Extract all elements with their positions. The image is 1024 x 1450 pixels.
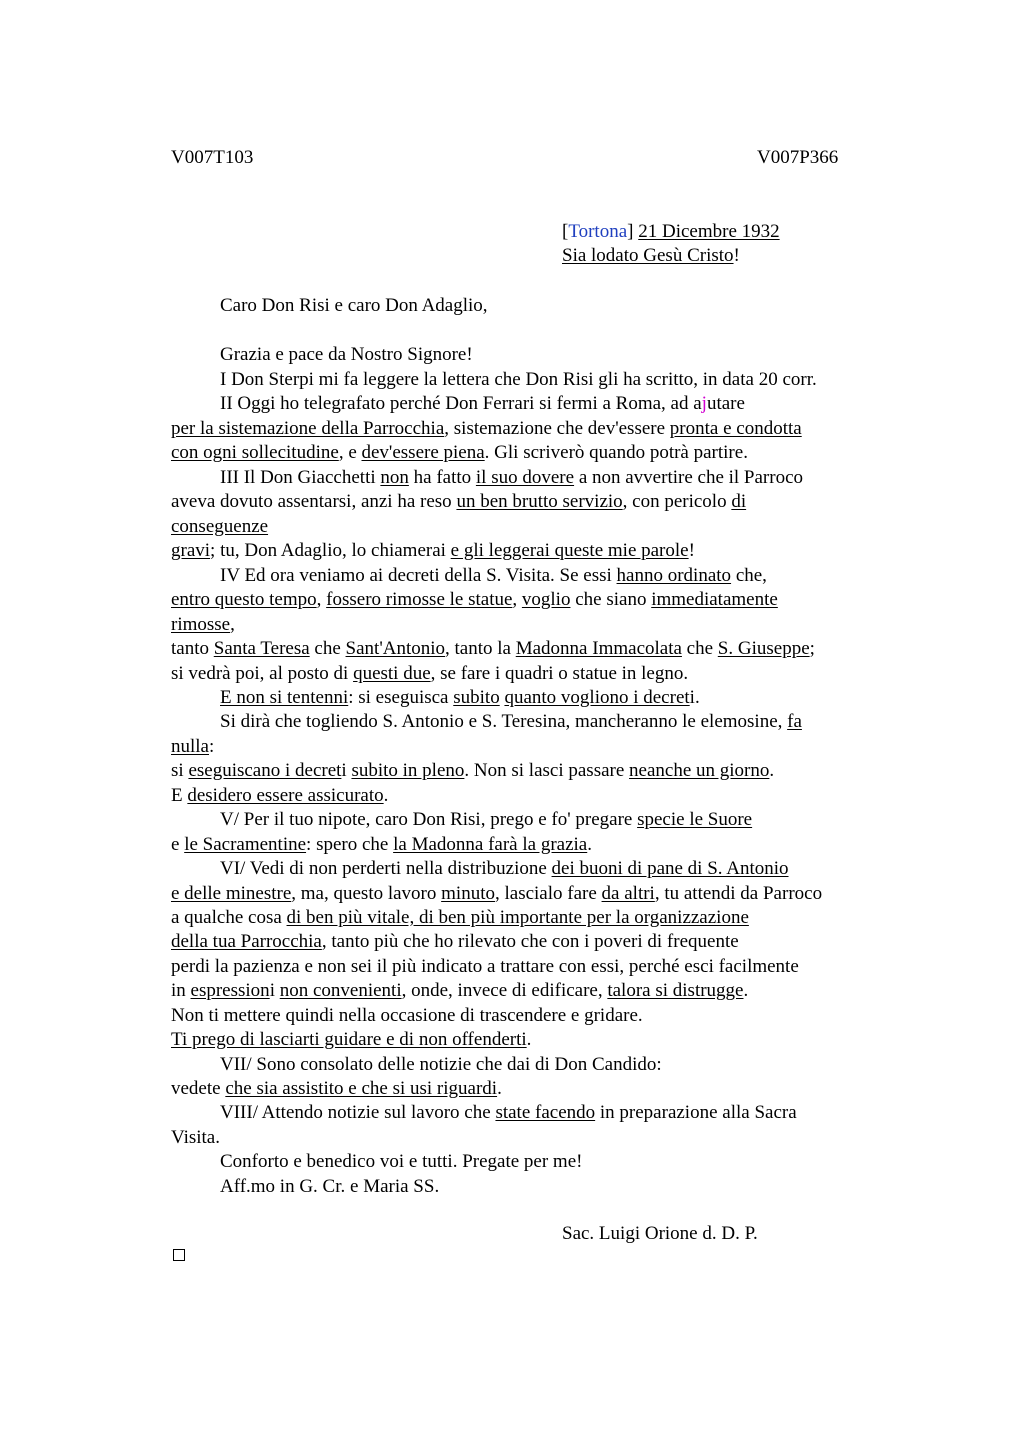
letter-text: di bbox=[731, 491, 747, 512]
letter-text bbox=[171, 1077, 502, 1102]
letter-text: hanno ordinato bbox=[616, 565, 732, 586]
letter-text: gravi bbox=[171, 540, 211, 561]
letter-text: non convenienti bbox=[279, 980, 402, 1001]
place: Tortona bbox=[568, 221, 628, 242]
letter-text bbox=[171, 857, 789, 882]
letter-text: specie le Suore bbox=[637, 809, 753, 830]
letter-text: eseguiscano i decret bbox=[188, 760, 342, 781]
letter-text: Non ti mettere quindi nella occasione di trascendere e gridare. bbox=[171, 1005, 643, 1026]
letter-text: Visita. bbox=[171, 1127, 220, 1148]
letter-text: in bbox=[171, 980, 191, 1001]
letter-text: ha fatto bbox=[408, 467, 476, 488]
letter-text: . bbox=[526, 1029, 532, 1050]
right-archive-code: V007P366 bbox=[757, 147, 839, 168]
letter-text: subito in pleno bbox=[351, 760, 465, 781]
letter-text: dev'essere piena bbox=[361, 442, 485, 463]
letter-text: voglio bbox=[521, 589, 571, 610]
letter-text: a qualche cosa bbox=[171, 907, 287, 928]
letter-text bbox=[171, 441, 748, 466]
letter-text: utare bbox=[706, 393, 745, 414]
letter-text: i. bbox=[689, 687, 700, 708]
letter-text: da altri bbox=[601, 883, 655, 904]
salutation: Caro Don Risi e caro Don Adaglio, bbox=[220, 295, 488, 316]
letter-text: i bbox=[341, 760, 352, 781]
letter-text: tanto bbox=[171, 638, 214, 659]
letter-text: a non avvertire che il Parroco bbox=[574, 467, 804, 488]
letter-text: la Madonna farà la grazia bbox=[393, 834, 588, 855]
letter-text: Santa Teresa bbox=[213, 638, 310, 659]
letter-text bbox=[171, 1028, 531, 1053]
letter-text: VII/ Sono consolato delle notizie che dai di Don Candido: bbox=[220, 1054, 662, 1075]
letter-text bbox=[171, 784, 388, 809]
letter-text: e bbox=[171, 834, 185, 855]
opening-greeting bbox=[562, 245, 740, 267]
letter-text: . Gli scriverò quando potrà partire. bbox=[484, 442, 748, 463]
letter-text bbox=[171, 906, 749, 931]
letter-text: il suo dovere bbox=[475, 467, 575, 488]
letter-text: . Non si lasci passare bbox=[464, 760, 630, 781]
letter-text: Sant'Antonio bbox=[345, 638, 446, 659]
letter-text: immediatamente bbox=[651, 589, 778, 610]
letter-text: nulla bbox=[171, 736, 209, 757]
letter-text: e gli leggerai queste mie parole bbox=[450, 540, 689, 561]
letter-text: S. Giuseppe bbox=[717, 638, 810, 659]
letter-text: pronta e condotta bbox=[669, 418, 802, 439]
letter-text: , se fare i quadri o statue in legno. bbox=[430, 663, 689, 684]
letter-text: , ma, questo lavoro bbox=[291, 883, 442, 904]
letter-text: che sia assistito e che si usi riguardi bbox=[225, 1078, 498, 1099]
letter-text bbox=[171, 637, 815, 662]
letter-text: . bbox=[497, 1078, 502, 1099]
letter-text: e delle minestre bbox=[171, 883, 292, 904]
letter-text: , tu attendi da Parroco bbox=[654, 883, 823, 904]
letter-text: fossero rimosse le statue bbox=[326, 589, 513, 610]
letter-text bbox=[171, 735, 214, 760]
letter-text bbox=[171, 588, 778, 613]
letter-text: II Oggi ho telegrafato perché Don Ferrari si fermi a Roma, ad a bbox=[220, 393, 702, 414]
letter-text bbox=[171, 490, 746, 515]
letter-text: talora si distrugge bbox=[607, 980, 744, 1001]
letter-text bbox=[171, 417, 802, 442]
checkbox-square-icon bbox=[173, 1249, 185, 1261]
letter-text: Grazia e pace da Nostro Signore! bbox=[220, 344, 473, 365]
letter-text: desidero essere assicurato bbox=[187, 785, 384, 806]
letter-text: [ bbox=[562, 221, 569, 242]
date: 21 Dicembre 1932 bbox=[638, 221, 780, 242]
letter-text: , lascialo fare bbox=[494, 883, 602, 904]
letter-text: di ben più vitale, di ben più importante per la organizzazione bbox=[286, 907, 749, 928]
letter-text: non bbox=[380, 467, 409, 488]
letter-text: per la sistemazione della Parrocchia bbox=[171, 418, 445, 439]
letter-text bbox=[171, 687, 348, 708]
letter-text: , bbox=[512, 589, 522, 610]
letter-text: entro questo tempo bbox=[171, 589, 317, 610]
letter-text: Sia lodato Gesù Cristo bbox=[562, 245, 734, 266]
letter-text: i bbox=[269, 980, 280, 1001]
letter-text: j bbox=[701, 393, 707, 414]
letter-text: Conforto e benedico voi e tutti. Pregate per me! bbox=[220, 1151, 583, 1172]
letter-text: : spero che bbox=[306, 834, 394, 855]
letter-text: I Don Sterpi mi fa leggere la lettera che Don Risi gli ha scritto, in data 20 corr. bbox=[220, 369, 817, 390]
letter-text: IV Ed ora veniamo ai decreti della S. Visita. Se essi bbox=[220, 565, 617, 586]
letter-text bbox=[171, 979, 748, 1004]
letter-text: ! bbox=[688, 540, 695, 561]
letter-text: : si eseguisca bbox=[348, 687, 454, 708]
letter-text: della tua Parrocchia bbox=[171, 931, 322, 952]
letter-text bbox=[171, 882, 822, 907]
letter-text: VI/ Vedi di non perderti nella distribuzione bbox=[220, 858, 552, 879]
left-archive-code: V007T103 bbox=[171, 147, 254, 168]
letter-text: fa bbox=[787, 711, 802, 732]
letter-text bbox=[171, 710, 802, 735]
dateline bbox=[562, 221, 780, 243]
letter-text: E non si tentenni bbox=[220, 687, 349, 708]
letter-text: si bbox=[171, 760, 189, 781]
letter-text: le Sacramentine bbox=[184, 834, 307, 855]
letter-text: un ben brutto servizio bbox=[456, 491, 623, 512]
letter-text: minuto bbox=[441, 883, 495, 904]
letter-text: ; bbox=[809, 638, 815, 659]
letter-text: ; tu, Don Adaglio, lo chiamerai bbox=[210, 540, 451, 561]
letter-text: aveva dovuto assentarsi, anzi ha reso bbox=[171, 491, 457, 512]
letter-text bbox=[171, 1101, 797, 1126]
letter-text: perdi la pazienza e non sei il più indicato a trattare con essi, perché esci facilmente bbox=[171, 956, 799, 977]
letter-text: conseguenze bbox=[171, 516, 269, 537]
letter-text: Madonna Immacolata bbox=[515, 638, 682, 659]
letter-text bbox=[171, 686, 700, 711]
letter-text: state facendo bbox=[495, 1102, 596, 1123]
letter-text: questi due bbox=[353, 663, 431, 684]
letter-text: subito bbox=[453, 687, 500, 708]
letter-text: vedete bbox=[171, 1078, 226, 1099]
letter-text: che, bbox=[731, 565, 767, 586]
letter-text: Si dirà che togliendo S. Antonio e S. Teresina, mancheranno le elemosine, bbox=[220, 711, 788, 732]
letter-text: , bbox=[316, 589, 327, 610]
letter-text: si vedrà poi, al posto di bbox=[171, 663, 354, 684]
letter-text bbox=[171, 466, 803, 491]
letter-text bbox=[171, 930, 739, 955]
letter-text: . bbox=[769, 760, 775, 781]
letter-text: III Il Don Giacchetti bbox=[220, 467, 381, 488]
letter-text: ! bbox=[733, 245, 740, 266]
letter-text: : bbox=[209, 736, 215, 757]
letter-text: in preparazione alla Sacra bbox=[595, 1102, 797, 1123]
letter-text bbox=[171, 515, 268, 540]
letter-text: con ogni sollecitudine bbox=[171, 442, 339, 463]
letter-text bbox=[171, 392, 745, 417]
letter-text: che siano bbox=[570, 589, 652, 610]
letter-text: Aff.mo in G. Cr. e Maria SS. bbox=[220, 1176, 440, 1197]
letter-text bbox=[171, 833, 592, 858]
letter-text bbox=[171, 662, 688, 687]
letter-text: espression bbox=[190, 980, 270, 1001]
letter-text: Ti prego di lasciarti guidare e di non offenderti bbox=[171, 1029, 527, 1050]
letter-text: , tanto più che ho rilevato che con i poveri di frequente bbox=[321, 931, 739, 952]
letter-text: neanche un giorno bbox=[629, 760, 770, 781]
letter-text: quanto vogliono i decret bbox=[504, 687, 690, 708]
letter-text: rimosse bbox=[171, 614, 231, 635]
letter-text: , con pericolo bbox=[622, 491, 732, 512]
letter-text: , tanto la bbox=[445, 638, 516, 659]
letter-text bbox=[171, 759, 774, 784]
letter-text: V/ Per il tuo nipote, caro Don Risi, prego e fo' pregare bbox=[220, 809, 638, 830]
letter-text: . bbox=[743, 980, 749, 1001]
letter-text: ] bbox=[627, 221, 634, 242]
letter-text: , sistemazione che dev'essere bbox=[444, 418, 670, 439]
letter-text bbox=[171, 808, 752, 833]
letter-text bbox=[171, 613, 235, 638]
letter-text: , e bbox=[338, 442, 362, 463]
letter-text: che bbox=[681, 638, 718, 659]
letter-text: , onde, invece di edificare, bbox=[401, 980, 608, 1001]
signature: Sac. Luigi Orione d. D. P. bbox=[562, 1223, 758, 1244]
letter-text: E bbox=[171, 785, 188, 806]
letter-text: dei buoni di pane di S. Antonio bbox=[551, 858, 789, 879]
letter-text bbox=[171, 564, 767, 589]
letter-text: , bbox=[230, 614, 235, 635]
letter-text: VIII/ Attendo notizie sul lavoro che bbox=[220, 1102, 496, 1123]
letter-text: che bbox=[309, 638, 346, 659]
letter-text: . bbox=[383, 785, 389, 806]
letter-text: . bbox=[587, 834, 592, 855]
letter-text bbox=[171, 539, 695, 564]
